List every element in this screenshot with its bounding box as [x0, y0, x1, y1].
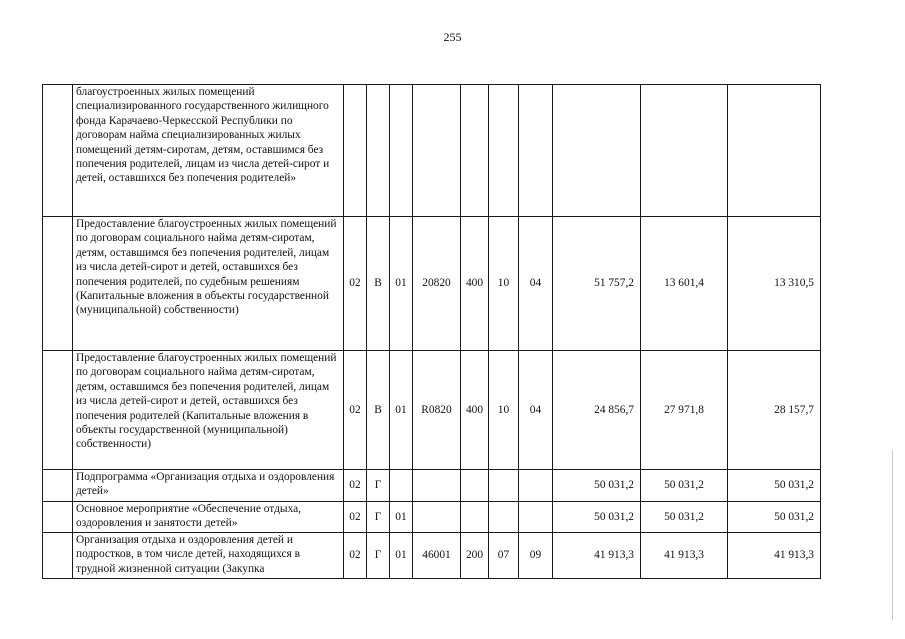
description-cell: Предоставление благоустроенных жилых помещений по договорам социального найма детям-сиротам, детям, оставшимся без попечения родителей, лицам из числа детей-сирот и детей, оставшихся без попечения родителей (Капитальные вложения в объекты государственной (муниципальной) собственности): [73, 351, 344, 470]
table-row: [43, 85, 821, 217]
expense-type-cell: [461, 470, 489, 502]
amount-year2-cell: 41 913,3: [641, 533, 728, 579]
activity-code-cell: 01: [390, 502, 413, 533]
expense-type-cell: 200: [461, 533, 489, 579]
subprogram-code-cell: [367, 85, 390, 217]
amount-year1-cell: 24 856,7: [553, 351, 641, 470]
description-cell: Основное мероприятие «Обеспечение отдыха, оздоровления и занятости детей»: [73, 502, 344, 533]
subprogram-code-cell: Г: [367, 502, 390, 533]
subsection-cell: 04: [519, 217, 553, 351]
direction-code-cell: [413, 470, 461, 502]
amount-year1-cell: 50 031,2: [553, 502, 641, 533]
direction-code-cell: [413, 85, 461, 217]
description-cell: Предоставление благоустроенных жилых помещений по договорам социального найма детям-сиротам, детям, оставшимся без попечения родителей, лицам из числа детей-сирот и детей, оставшихся без попечения родителей, по судебным решениям (Капитальные вложения в объекты государственной (муниципальной) собственности): [73, 217, 344, 351]
row-number-cell: [43, 85, 73, 217]
scan-edge-line: [892, 450, 893, 620]
amount-year3-cell: 41 913,3: [728, 533, 821, 579]
amount-year3-cell: [728, 85, 821, 217]
amount-year1-cell: [553, 85, 641, 217]
subsection-cell: 04: [519, 351, 553, 470]
row-number-cell: [43, 217, 73, 351]
table-row: [43, 351, 821, 470]
description-cell: Подпрограмма «Организация отдыха и оздоровления детей»: [73, 470, 344, 502]
row-number-cell: [43, 470, 73, 502]
amount-year3-cell: 50 031,2: [728, 470, 821, 502]
amount-year2-cell: 13 601,4: [641, 217, 728, 351]
row-number-cell: [43, 351, 73, 470]
program-code-cell: 02: [344, 351, 367, 470]
expense-type-cell: 400: [461, 351, 489, 470]
subprogram-code-cell: Г: [367, 470, 390, 502]
budget-table: [42, 84, 821, 579]
activity-code-cell: 01: [390, 217, 413, 351]
amount-year2-cell: 27 971,8: [641, 351, 728, 470]
amount-year2-cell: 50 031,2: [641, 502, 728, 533]
direction-code-cell: [413, 502, 461, 533]
amount-year3-cell: 13 310,5: [728, 217, 821, 351]
amount-year1-cell: 41 913,3: [553, 533, 641, 579]
activity-code-cell: 01: [390, 533, 413, 579]
activity-code-cell: 01: [390, 351, 413, 470]
page-number: 255: [443, 30, 462, 44]
section-cell: [489, 85, 519, 217]
amount-year2-cell: [641, 85, 728, 217]
amount-year3-cell: 50 031,2: [728, 502, 821, 533]
direction-code-cell: R0820: [413, 351, 461, 470]
section-cell: 10: [489, 351, 519, 470]
description-cell: благоустроенных жилых помещений специализированного государственного жилищного фонда Карачаево-Черкесской Республики по договорам найма специализированных жилых помещений детям-сиротам, детям, оставшимся без попечения родителей, лицам из числа детей-сирот и детей, оставшихся без попечения родителей»: [73, 85, 344, 217]
table-row: [43, 502, 821, 533]
amount-year1-cell: 50 031,2: [553, 470, 641, 502]
table-row: [43, 217, 821, 351]
section-cell: [489, 470, 519, 502]
subprogram-code-cell: Г: [367, 533, 390, 579]
expense-type-cell: [461, 85, 489, 217]
section-cell: 07: [489, 533, 519, 579]
program-code-cell: [344, 85, 367, 217]
amount-year3-cell: 28 157,7: [728, 351, 821, 470]
subprogram-code-cell: В: [367, 351, 390, 470]
section-cell: [489, 502, 519, 533]
program-code-cell: 02: [344, 502, 367, 533]
table-row: [43, 533, 821, 579]
direction-code-cell: 46001: [413, 533, 461, 579]
program-code-cell: 02: [344, 217, 367, 351]
row-number-cell: [43, 533, 73, 579]
amount-year2-cell: 50 031,2: [641, 470, 728, 502]
activity-code-cell: [390, 85, 413, 217]
subsection-cell: [519, 502, 553, 533]
activity-code-cell: [390, 470, 413, 502]
description-cell: Организация отдыха и оздоровления детей и подростков, в том числе детей, находящихся в трудной жизненной ситуации (Закупка: [73, 533, 344, 579]
row-number-cell: [43, 502, 73, 533]
section-cell: 10: [489, 217, 519, 351]
subprogram-code-cell: В: [367, 217, 390, 351]
expense-type-cell: [461, 502, 489, 533]
direction-code-cell: 20820: [413, 217, 461, 351]
subsection-cell: [519, 470, 553, 502]
program-code-cell: 02: [344, 533, 367, 579]
expense-type-cell: 400: [461, 217, 489, 351]
program-code-cell: 02: [344, 470, 367, 502]
subsection-cell: [519, 85, 553, 217]
amount-year1-cell: 51 757,2: [553, 217, 641, 351]
subsection-cell: 09: [519, 533, 553, 579]
table-row: [43, 470, 821, 502]
